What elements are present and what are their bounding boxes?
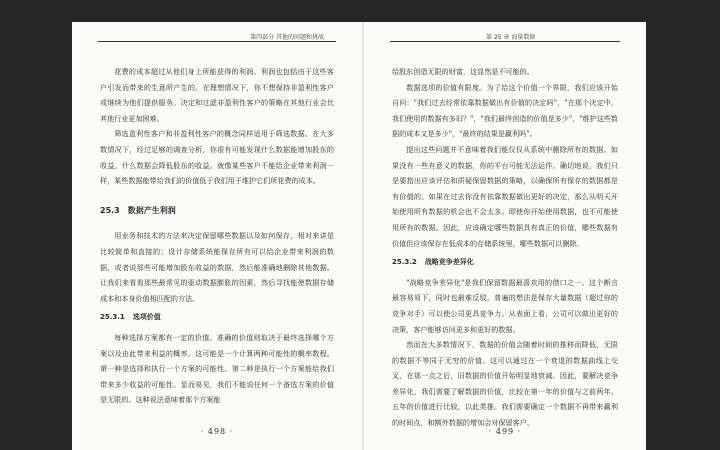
subsection-title: 战略竞争差异化 — [424, 258, 474, 267]
section-title: 数据产生利润 — [127, 205, 176, 215]
paragraph: 每种选择方案都有一定的价值。准确的价值则取决于最终选择哪个方案以及由此带来利益的概率。这可能是一个计算两种可能性的概率数程。第一种是选择和执行一个方案的可能性。第二种是执行一个方案能给我们带来多少收益的可能性。显而易见，我们不能说任何一个备选方案的价值是无限的。这种说法意味着那个方案能 — [100, 332, 334, 405]
paragraph: 然而在大多数情况下，数据的价值会随着时间的推移而降低，无限的数据不等同于无穷的价值。这可以通过在一个衰退的数据曲线上交叉，在那一点之后，旧数据的价值开始明显地衰减。因此，要解决竞争差异化，我们需要了解数据的价值，比较在第一年的价值与之前两年、五年的价值进行比较，以此类推。我们需要确定一个数据不再带来赢利的时间点，和额外数据的增加会对保留客户、 — [392, 340, 618, 428]
paragraph: 筛选盈利性客户和非盈利性客户的概念同样适用于筛选数据。在大多数情况下，经过足够的调查分析，你很有可能发现什么数据能增加股东的收益，什么数据会降低股东的收益。就像某些客户不能给企业带来利润一样，某些数据能带给我们的价值低于我们用于维护它们所花费的成本。 — [100, 129, 334, 186]
subsection-heading — [392, 255, 618, 271]
section-number: 25.3 — [100, 205, 120, 215]
paragraph: 给股东创造无限的财富，这显然是不可能的。 — [392, 67, 534, 76]
page-body — [100, 64, 334, 408]
paragraph: 数据选项的价值有限度。为了给这个价值一个界限，我们应该开始自问："我们过去经常依靠数据做出有价值的决定吗"，"在那个决定中，我们使用的数据有多旧？"，"我们最终创造的价值是多少"，"维护这些数据的成本又是多少"，"最终的结果是赢利吗"。 — [392, 82, 618, 139]
paragraph: 提出这些问题并不意味着我们能仅仅从系统中删除所有的数据。如果没有一些有意义的数据，你的平台可能无法运作。确切地说，我们只是要指出应该评估和质疑保留数据的策略，以确保所有保存的数据都是有价值的。如果在过去你没有依靠数据做出更好的决定，那么从明天开始使用所有数据的机会也不会太多。即使你开始使用数据，也不可能使用所有的数据。因此，应该确定哪些数据具有真正的价值，哪些数据有价值但应该保存在低成本的存储系统里，哪些数据可以删除。 — [392, 144, 618, 248]
page-header: 第 25 章 海量数据 — [390, 32, 620, 42]
subsection-heading — [100, 310, 334, 326]
section-heading — [100, 203, 334, 219]
page-header: 第四部分 其他的问题和挑战 — [98, 32, 336, 42]
paragraph: 用业务和技术的方法来决定保留哪些数据以及如何保存，相对来讲是比较简单和直接的；设计存储系统能保存所有可以给企业带来利润的数据，或者说那些可能增加股东收益的数据，然后能准确地删除其他数据。让我们来看看那些最常见的驱动数据膨胀的因素，然后寻找能使数据存储成本和本身价值相匹配的方法。 — [100, 231, 334, 303]
page-number: · 499 · — [488, 427, 522, 436]
paragraph: "战略竞争差异化"是我们保留数据最喜欢用的借口之一。这个断言最容易易下，同时也最难反驳。普遍的想法是保存大量数据（超过你的竞争对手）可以使公司更具竞争力。从表面上看，公司可以做出更好的决策，客户能够访问更多和更好的数据。 — [392, 277, 618, 334]
page-number: · 498 · — [200, 427, 234, 436]
left-page — [72, 22, 362, 450]
right-page — [364, 22, 646, 450]
subsection-number: 25.3.2 — [392, 258, 417, 267]
subsection-number: 25.3.1 — [100, 313, 125, 322]
paragraph: 花费的成本超过从他们身上所能获得的利润。利润也包括由于这些客户引发而带来的生意所产生的。在理想情况下，你不想保持非盈利性客户或继续为他们提供服务。决定和过滤非盈利性客户的策略在其他行业会比其他行业更加困难。 — [100, 67, 334, 123]
page-body — [392, 64, 618, 431]
subsection-title: 选项价值 — [132, 313, 161, 322]
